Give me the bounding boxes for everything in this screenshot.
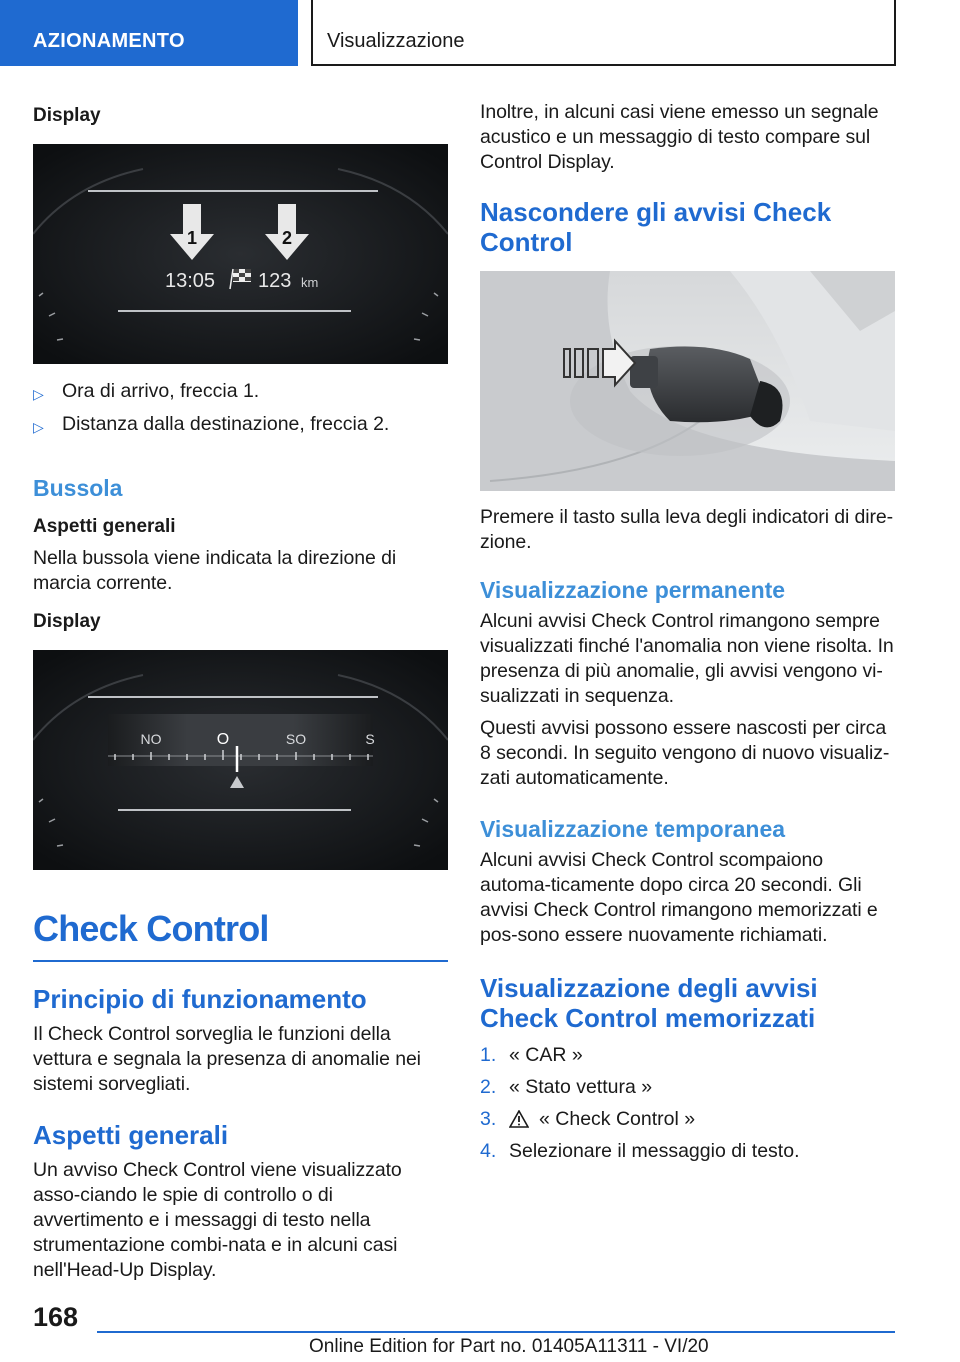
list-item: 1. « CAR » — [480, 1043, 583, 1066]
list-item: ▷ Ora di arrivo, freccia 1. — [33, 379, 448, 412]
nascondere-heading: Nascondere gli avvisi Check Control — [480, 197, 832, 257]
bussola-heading: Bussola — [33, 475, 123, 501]
compass-label-s: S — [365, 731, 375, 747]
compass-label-o: O — [216, 731, 230, 748]
principio-paragraph: Il Check Control sorveglia le funzioni della vettura e segnala la presenza di anomalie nei sistemi sorvegliati. — [33, 1023, 421, 1095]
page-number: 168 — [33, 1302, 79, 1332]
display-figure — [33, 144, 448, 364]
bussola-paragraph: Nella bussola viene indicata la direzione di marcia corrente. — [33, 547, 397, 594]
left-column — [33, 100, 448, 1283]
warning-triangle-icon — [509, 1110, 529, 1128]
footer-rule — [97, 1331, 895, 1333]
display-heading-2: Display — [33, 611, 101, 632]
chapter-label: Visualizzazione — [327, 30, 465, 52]
aspetti-paragraph: Un avviso Check Control viene visualizzato asso-ciando le spie di controllo o di avvertimento e i messaggi di testo nella strumentazione combi-nata e in alcuni casi nell'Head-Up Display. — [33, 1159, 402, 1281]
section-label: AZIONAMENTO — [33, 30, 185, 52]
display-heading: Display — [33, 105, 101, 126]
bullet-triangle-icon: ▷ — [33, 386, 44, 402]
edition-footer: Online Edition for Part no. 01405A11311 - VI/20 — [309, 1336, 709, 1357]
bullet-list — [33, 379, 448, 440]
intro-paragraph: Inoltre, in alcuni casi viene emesso un segnale acustico e un messaggio di testo compare sul Control Display. — [480, 101, 879, 173]
chapter-tab — [311, 0, 896, 66]
steps-list — [480, 1039, 895, 1167]
bullet-triangle-icon: ▷ — [33, 419, 44, 435]
permanente-paragraph-2: Questi avvisi possono essere nascosti per circa 8 secondi. In seguito vengono di nuovo visualiz-zati automaticamente. — [480, 717, 890, 789]
distance-value: 123 — [258, 270, 292, 292]
list-item: ▷ Distanza dalla destinazione, freccia 2. — [33, 412, 448, 440]
instrument-display-image — [33, 144, 448, 364]
permanente-heading: Visualizzazione permanente — [480, 577, 786, 603]
compass-figure — [33, 650, 448, 870]
svg-text:2: 2 — [281, 228, 293, 248]
temporanea-paragraph: Alcuni avvisi Check Control scompaiono automa-ticamente dopo circa 20 secondi. Gli avvisi Check Control rimangono memorizzati e pos-sono essere nuovamente richiamati. — [480, 849, 878, 946]
aspetti-generali-subheading: Aspetti generali — [33, 516, 176, 537]
right-column — [480, 100, 895, 1167]
premere-paragraph: Premere il tasto sulla leva degli indicatori di dire-zione. — [480, 506, 894, 553]
compass-label-no: NO — [140, 731, 162, 747]
turn-signal-stalk-image — [480, 271, 895, 491]
stalk-figure — [480, 271, 895, 491]
compass-display-image — [33, 650, 448, 870]
distance-unit: km — [301, 275, 319, 290]
title-rule — [33, 960, 448, 962]
list-item: 3. « Check Control » — [480, 1107, 696, 1130]
memorizzati-heading: Visualizzazione degli avvisi Check Control memorizzati — [480, 973, 818, 1033]
aspetti-generali-heading: Aspetti generali — [33, 1120, 229, 1150]
section-tab — [0, 0, 298, 66]
compass-label-so: SO — [285, 731, 307, 747]
list-item: 2. « Stato vettura » — [480, 1075, 653, 1098]
svg-text:1: 1 — [186, 228, 198, 248]
permanente-paragraph-1: Alcuni avvisi Check Control rimangono sempre visualizzati finché l'anomalia non viene risolta. In presenza di più anomalie, gli avvisi vengono vi-sualizzati in sequenza. — [480, 610, 894, 707]
principio-heading: Principio di funzionamento — [33, 984, 367, 1014]
arrival-time: 13:05 — [165, 270, 216, 292]
temporanea-heading: Visualizzazione temporanea — [480, 816, 786, 842]
check-control-title: Check Control — [33, 908, 269, 949]
list-item: 4. Selezionare il messaggio di testo. — [480, 1139, 800, 1162]
